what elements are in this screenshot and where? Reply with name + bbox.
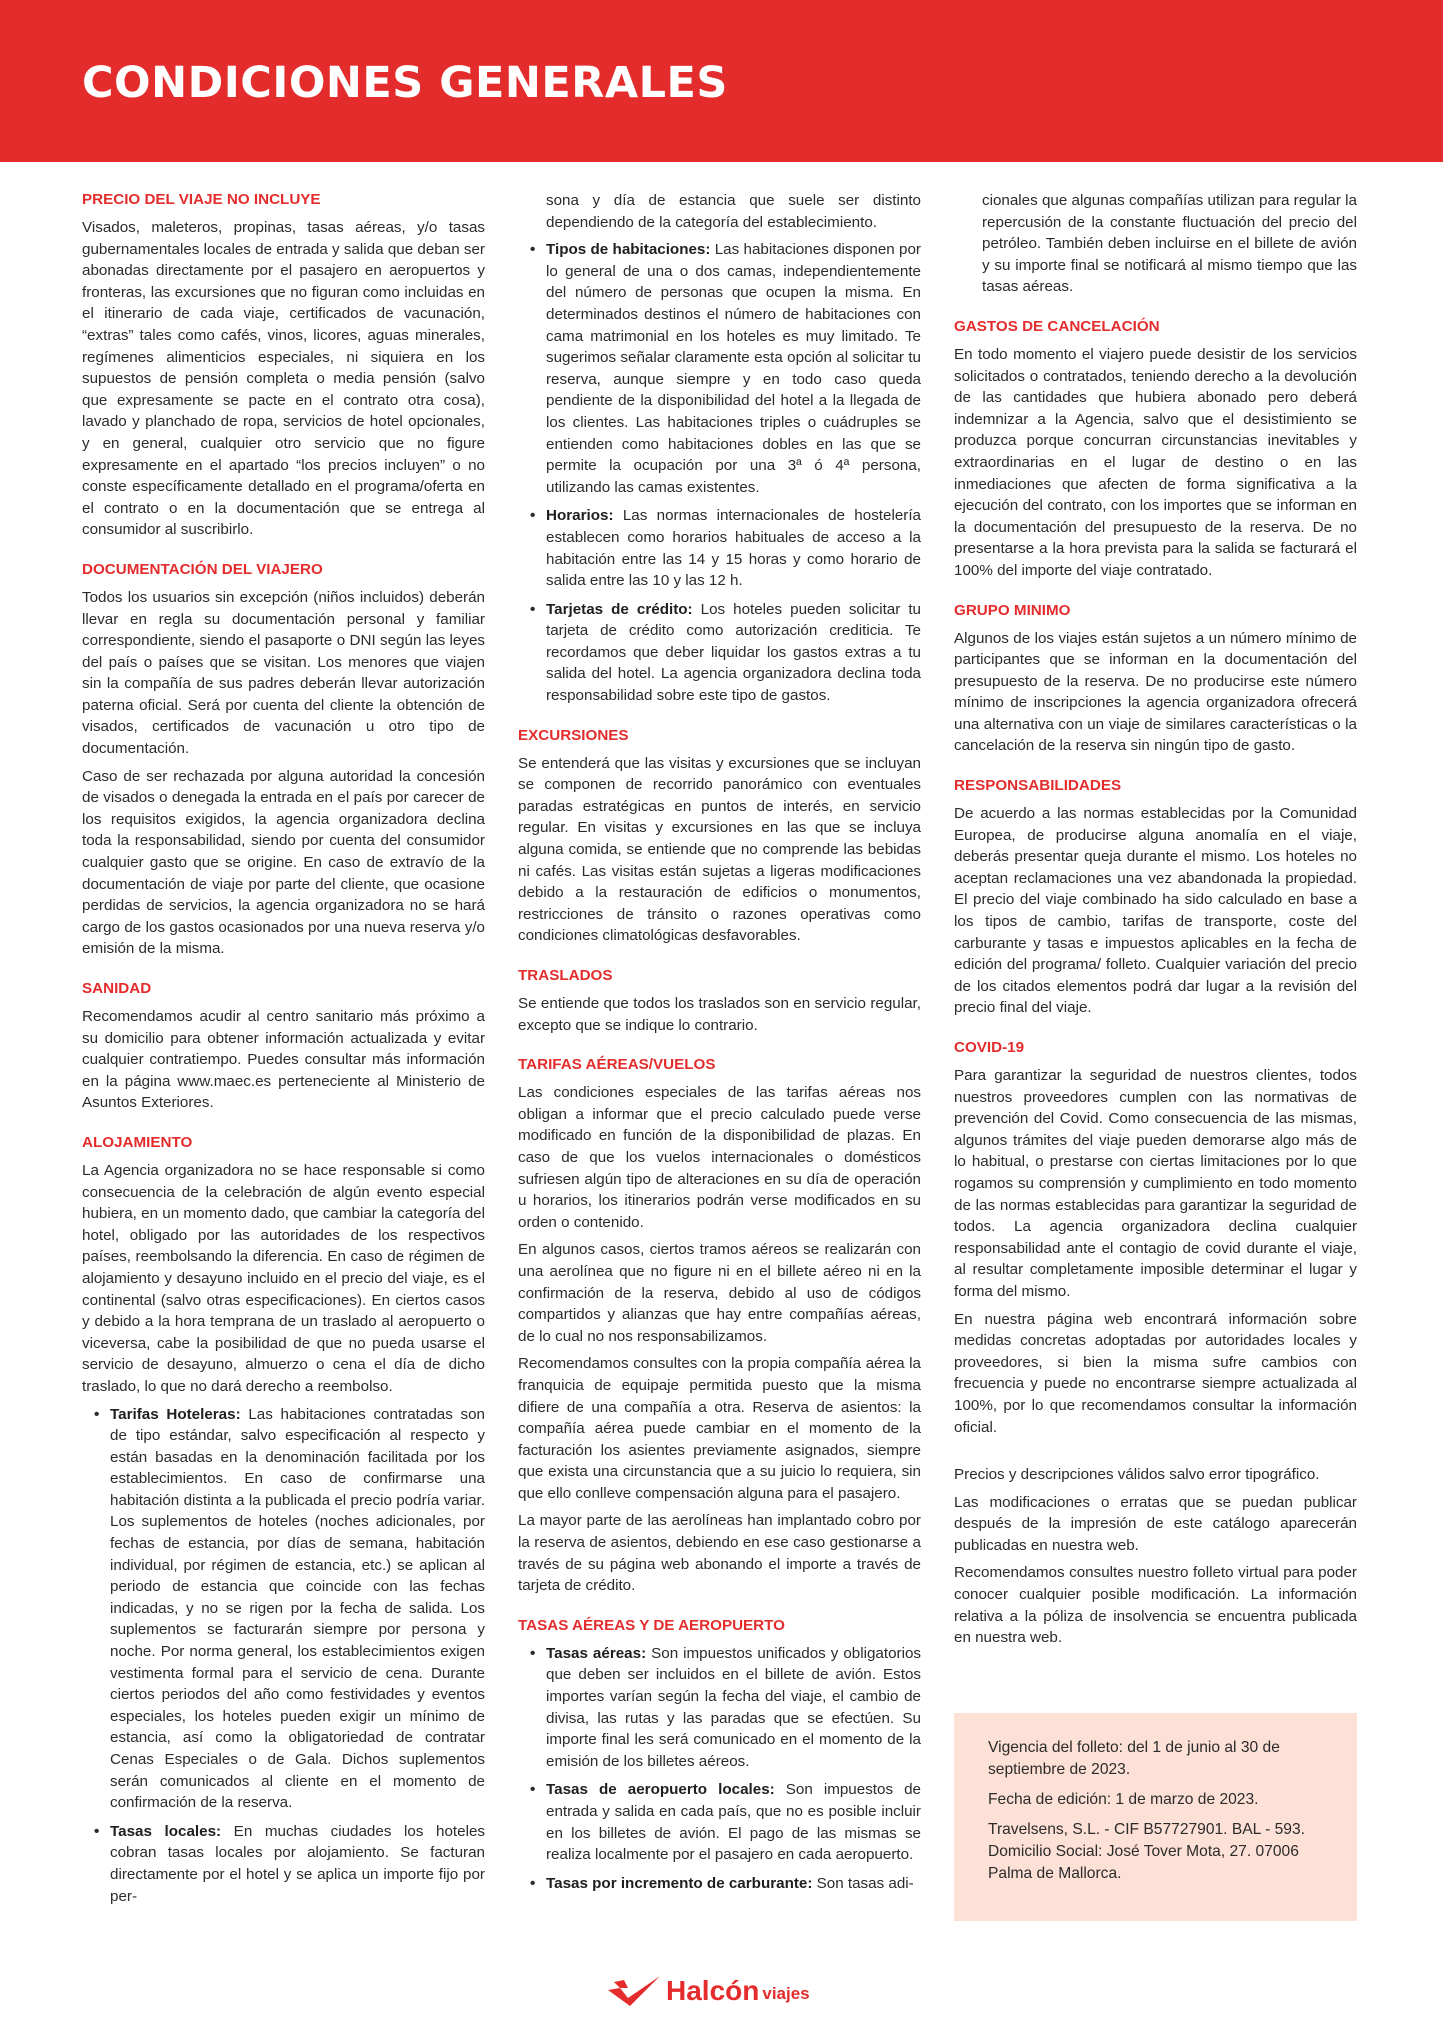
list-item: [518, 1643, 921, 1773]
halcon-wing-icon: [606, 1974, 664, 2008]
page-title: CONDICIONES GENERALES: [82, 58, 728, 108]
column-1: [82, 190, 485, 1914]
note-text: Las modificaciones o erratas que se puedan publicar después de la impresión de este catálogo aparecerán publicadas en nuestra web.: [954, 1493, 1357, 1554]
section-text: Todos los usuarios sin excepción (niños incluidos) deberán llevar en regla su documentación personal y familiar correspondiente, siendo el pasaporte o DNI según las leyes del país o países que se visitan. Los menores que viajen sin la compañía de sus padres deberán llevar autorización paterna oficial. Será por cuenta del cliente la obtención de visados, certificados de vacunación u otro tipo de documentación.: [82, 588, 485, 758]
column-2: [518, 190, 921, 1901]
bullet-label: Tasas locales:: [110, 1822, 222, 1840]
company-info: Travelsens, S.L. - CIF B57727901. BAL - 593. Domicilio Social: José Tover Mota, 27. 07006 Palma de Mallorca.: [988, 1821, 1305, 1882]
bullet-icon: •: [530, 507, 536, 525]
section-title-excursiones: EXCURSIONES: [518, 726, 629, 744]
bullet-text: Son impuestos unificados y obligatorios que deben ser incluidos en el billete de avión. Estos importes varían según la fecha del viaje, el cambio de divisa, las rutas y las paradas que se efectúen. Su importe final les será comunicado en el momento de la emisión de los billetes aéreos.: [546, 1644, 922, 1770]
section-text: En nuestra página web encontrará información sobre medidas concretas adoptadas por autoridades locales y proveedores, si bien la misma sufre cambios con frecuencia y puede no encontrarse siempre actualizada al 100%, por lo que recomendamos consultar la información oficial.: [954, 1310, 1357, 1436]
list-item: [518, 599, 921, 707]
bullet-label: Tarjetas de crédito:: [546, 600, 693, 618]
bullet-label: Tasas de aeropuerto locales:: [546, 1781, 775, 1799]
list-item: [82, 1404, 485, 1814]
section-title-documentacion: DOCUMENTACIÓN DEL VIAJERO: [82, 560, 323, 578]
bullet-icon: •: [530, 1781, 536, 1799]
continued-text: sona y día de estancia que suele ser distinto dependiendo de la categoría del establecimiento.: [546, 192, 921, 231]
section-text: La mayor parte de las aerolíneas han implantado cobro por la reserva de asientos, debiendo en ese caso gestionarse a través de su página web abonando el importe a través de tarjeta de crédito.: [518, 1512, 921, 1595]
note-text: Recomendamos consultes nuestro folleto virtual para poder conocer cualquier posible modificación. La información relativa a la póliza de insolvencia se encuentra publicada en nuestra web.: [954, 1564, 1357, 1647]
section-title-cancelacion: GASTOS DE CANCELACIÓN: [954, 317, 1160, 335]
section-text: La Agencia organizadora no se hace responsable si como consecuencia de la celebración de algún evento especial hubiera, en un momento dado, que cambiar la categoría del hotel, obligado por las autoridades de los respectivos países, reembolsando la diferencia. En caso de régimen de alojamiento y desayuno incluido en el precio del viaje, es el continental (salvo otras especificaciones). En ciertos casos y debido a la hora temprana de un traslado al aeropuerto o viceversa, cabe la posibilidad de que no pueda usarse el servicio de desayuno, almuerzo o cena el día de dicho traslado, lo que no dará derecho a reembolso.: [82, 1161, 485, 1395]
column-3: [954, 190, 1357, 1655]
list-item: [82, 1821, 485, 1907]
halcon-logo: [606, 1968, 810, 2008]
bullet-text: Son impuestos de entrada y salida en cada país, que no es posible incluir en los billetes de avión. El pago de las mismas se realiza localmente por el pasajero en cada aeropuerto.: [546, 1781, 921, 1864]
section-text: De acuerdo a las normas establecidas por la Comunidad Europea, de producirse alguna anomalía en el viaje, deberás presentar queja durante el mismo. Los hoteles no aceptan reclamaciones una vez abandonada la propiedad. El precio del viaje combinado ha sido calculado en base a los tipos de cambio, tarifas de transporte, coste del carburante y tasas e impuestos aplicables en la fecha de edición del programa/ folleto. Cualquier variación del precio de los citados elementos podrá dar lugar a la revisión del precio final del viaje.: [954, 805, 1357, 1017]
continued-text: cionales que algunas compañías utilizan para regular la repercusión de la constante fluctuación del precio del petróleo. También deben incluirse en el billete de avión y su importe final se notificará al mismo tiempo que las tasas aéreas.: [982, 192, 1357, 296]
brand-sub: viajes: [762, 1984, 810, 2003]
bullet-label: Tipos de habitaciones:: [546, 241, 711, 259]
brand-name: Halcón: [666, 1975, 760, 2006]
section-text: Las condiciones especiales de las tarifas aéreas nos obligan a informar que el precio calculado puede verse modificado en función de la disponibilidad de plazas. En caso de que los vuelos internacionales o domésticos sufriesen algún tipo de alteraciones en su día de operación u horarios, los itinerarios podrán verse modificados en su orden o contenido.: [518, 1084, 921, 1231]
section-title-tasas-aereas: TASAS AÉREAS Y DE AEROPUERTO: [518, 1616, 785, 1634]
section-title-alojamiento: ALOJAMIENTO: [82, 1133, 193, 1151]
bullet-label: Tarifas Hoteleras:: [110, 1405, 241, 1423]
bullet-text: Los hoteles pueden solicitar tu tarjeta de crédito como autorización crediticia. Te recordamos que deber liquidar los gastos extras a tu salida del hotel. La agencia organizadora declina toda responsabilidad sobre este tipo de gastos.: [546, 600, 921, 705]
section-text: Se entenderá que las visitas y excursiones que se incluyan se componen de recorrido panorámico con eventuales paradas estratégicas en puntos de interés, en servicio regular. En visitas y excursiones en las que se incluya alguna comida, se entiende que no comprende las bebidas ni cafés. Las visitas están sujetas a ligeras modificaciones debido a la restauración de edificios o monumentos, restricciones de tránsito o razones operativas como condiciones climatológicas desfavorables.: [518, 754, 921, 945]
header-banner: [0, 0, 1443, 162]
section-title-traslados: TRASLADOS: [518, 967, 613, 984]
bullet-text: Las habitaciones disponen por lo general de una o dos camas, independientemente del número de personas que ocupen la misma. En determinados destinos el número de habitaciones con cama matrimonial en los hoteles es muy limitado. Te sugerimos señalar claramente esta opción al solicitar tu reserva, aunque siempre y en todo caso queda pendiente de la disponibilidad del hotel a la llegada de los clientes. Las habitaciones triples o cuádruples se entienden como habitaciones dobles en las que se permite la ocupación por una 3ª ó 4ª persona, utilizando las camas existentes.: [546, 241, 921, 496]
bullet-text: Son tasas adi-: [812, 1874, 914, 1892]
validity-box: [954, 1713, 1357, 1921]
section-text: Recomendamos acudir al centro sanitario más próximo a su domicilio para obtener información actualizada y evitar cualquier contratiempo. Puedes consultar más información en la página www.maec.es perteneciente al Ministerio de Asuntos Exteriores.: [82, 1008, 485, 1112]
section-text: Recomendamos consultes con la propia compañía aérea la franquicia de equipaje permitida puesto que la misma difiere de una compañía a otra. Reserva de asientos: la compañía aérea puede cambiar en el momento de la facturación los asientes previamente asignados, siempre que exista una circunstancia que a su juicio lo requiera, sin que ello conlleve compensación alguna para el pasajero.: [518, 1355, 921, 1502]
section-text: Caso de ser rechazada por alguna autoridad la concesión de visados o denegada la entrada en el país por carecer de los requisitos exigidos, la agencia organizadora declina toda la responsabilidad, siendo por cuenta del consumidor cualquier gasto que se origine. En caso de extravío de la documentación de viaje por parte del cliente, que ocasione perdidas de servicios, la agencia organizadora no se hará cargo de los gastos ocasionados por una nueva reserva y/o emisión de la misma.: [82, 767, 485, 958]
bullet-list: [518, 1643, 921, 1895]
bullet-icon: •: [94, 1822, 100, 1840]
validity-dates: Vigencia del folleto: del 1 de junio al 30 de septiembre de 2023.: [988, 1739, 1280, 1778]
bullet-text: En muchas ciudades los hoteles cobran tasas locales por alojamiento. Se facturan directamente por el hotel y se aplica un importe fijo por per-: [110, 1822, 485, 1905]
section-text: En algunos casos, ciertos tramos aéreos se realizarán con una aerolínea que no figure ni en el billete aéreo ni en la confirmación de la reserva, debido al uso de códigos compartidos y alianzas que hay entre compañías aéreas, de lo cual no nos responsabilizamos.: [518, 1241, 921, 1345]
bullet-icon: •: [530, 241, 536, 259]
list-item: [518, 1779, 921, 1865]
section-text: Visados, maleteros, propinas, tasas aéreas, y/o tasas gubernamentales locales de entrada y salida que deban ser abonadas directamente por el pasajero en aeropuertos y fronteras, las excursiones que no figuran como incluidas en el itinerario de cada viaje, certificados de vacunación, “extras” tales como cafés, vinos, licores, aguas minerales, regímenes alimenticios especiales, ni siquiera en los supuestos de pensión completa o media pensión (salvo que expresamente se pacte en el contrato otra cosa), lavado y planchado de ropa, servicios de hotel opcionales, y en general, cualquier otro servicio que no figure expresamente en el apartado “los precios incluyen” o no conste específicamente detallado en el programa/oferta en el contrato o en la documentación que se entrega al consumidor al suscribirlo.: [82, 219, 485, 539]
bullet-icon: •: [530, 1874, 536, 1892]
section-title-responsabilidades: RESPONSABILIDADES: [954, 777, 1122, 795]
bullet-label: Horarios:: [546, 507, 614, 525]
bullet-label: Tasas por incremento de carburante:: [546, 1874, 813, 1892]
bullet-list: [518, 239, 921, 706]
section-text: Algunos de los viajes están sujetos a un número mínimo de participantes que se informan en la documentación del presupuesto de la reserva. De no producirse este número mínimo de inscripciones la agencia organizadora ofrecerá una alternativa con un viaje de similares características o la cancelación de la reserva sin ningún tipo de gasto.: [954, 629, 1357, 755]
bullet-text: Las normas internacionales de hostelería establecen como horarios habituales de acceso a la habitación entre las 14 y 15 horas y como horario de salida entre las 10 y las 12 h.: [546, 507, 921, 590]
section-title-covid: COVID-19: [954, 1039, 1025, 1056]
edition-date: Fecha de edición: 1 de marzo de 2023.: [988, 1791, 1259, 1808]
list-item: [518, 1873, 921, 1895]
section-title-sanidad: SANIDAD: [82, 980, 152, 997]
section-text: Se entiende que todos los traslados son en servicio regular, excepto que se indique lo contrario.: [518, 995, 921, 1034]
bullet-icon: •: [94, 1405, 100, 1423]
section-title-precio: PRECIO DEL VIAJE NO INCLUYE: [82, 191, 321, 208]
list-item: [518, 239, 921, 498]
bullet-label: Tasas aéreas:: [546, 1644, 647, 1662]
list-item: [518, 505, 921, 591]
bullet-icon: •: [530, 1644, 536, 1662]
bullet-text: Las habitaciones contratadas son de tipo estándar, salvo especificación al respecto y están basadas en la denominación facilitada por los establecimientos. En caso de confirmarse una habitación distinta a la publicada el precio podría variar. Los suplementos de hoteles (noches adicionales, por fechas de estancia, por días de semana, habitación individual, por régimen de estancia, etc.) se aplican al periodo de estancia que coincide con las fechas indicadas, y no se rigen por la fecha de salida. Los suplementos se facturarán siempre por persona y noche. Por norma general, los establecimientos exigen vestimenta formal para el servicio de cena. Durante ciertos periodos del año como festividades y eventos especiales, los hoteles pueden exigir un mínimo de estancia, así como la obligatoriedad de contratar Cenas Especiales o de Gala. Dichos suplementos serán comunicados al cliente en el momento de confirmación de la reserva.: [110, 1405, 485, 1812]
bullet-list: [82, 1404, 485, 1908]
section-title-grupo-minimo: GRUPO MINIMO: [954, 601, 1071, 619]
note-text: Precios y descripciones válidos salvo error tipográfico.: [954, 1466, 1320, 1484]
section-text: En todo momento el viajero puede desistir de los servicios solicitados o contratados, teniendo derecho a la devolución de las cantidades que hubiera abonado pero deberá indemnizar a la Agencia, salvo que el desistimiento se produzca porque concurran circunstancias inevitables y extraordinarias en el lugar de destino o en las inmediaciones que afecten de forma significativa a la ejecución del contrato, con los importes que se informan en la documentación del presupuesto de la reserva. De no presentarse a la hora prevista para la salida se facturará el 100% del importe del viaje contratado.: [954, 345, 1357, 579]
section-text: Para garantizar la seguridad de nuestros clientes, todos nuestros proveedores cumplen con las normativas de prevención del Covid. Como consecuencia de las mismas, algunos trámites del viaje pueden demorarse algo más de lo habitual, o prestarse con ciertas limitaciones por lo que rogamos su comprensión y cumplimiento en todo momento de las normas establecidas para garantizar la seguridad de todos. La agencia organizadora declina cualquier responsabilidad ante el contagio de covid durante el viaje, al resultar completamente imposible determinar el lugar y forma del mismo.: [954, 1067, 1357, 1300]
section-title-tarifas-aereas: TARIFAS AÉREAS/VUELOS: [518, 1056, 716, 1074]
bullet-icon: •: [530, 600, 536, 618]
